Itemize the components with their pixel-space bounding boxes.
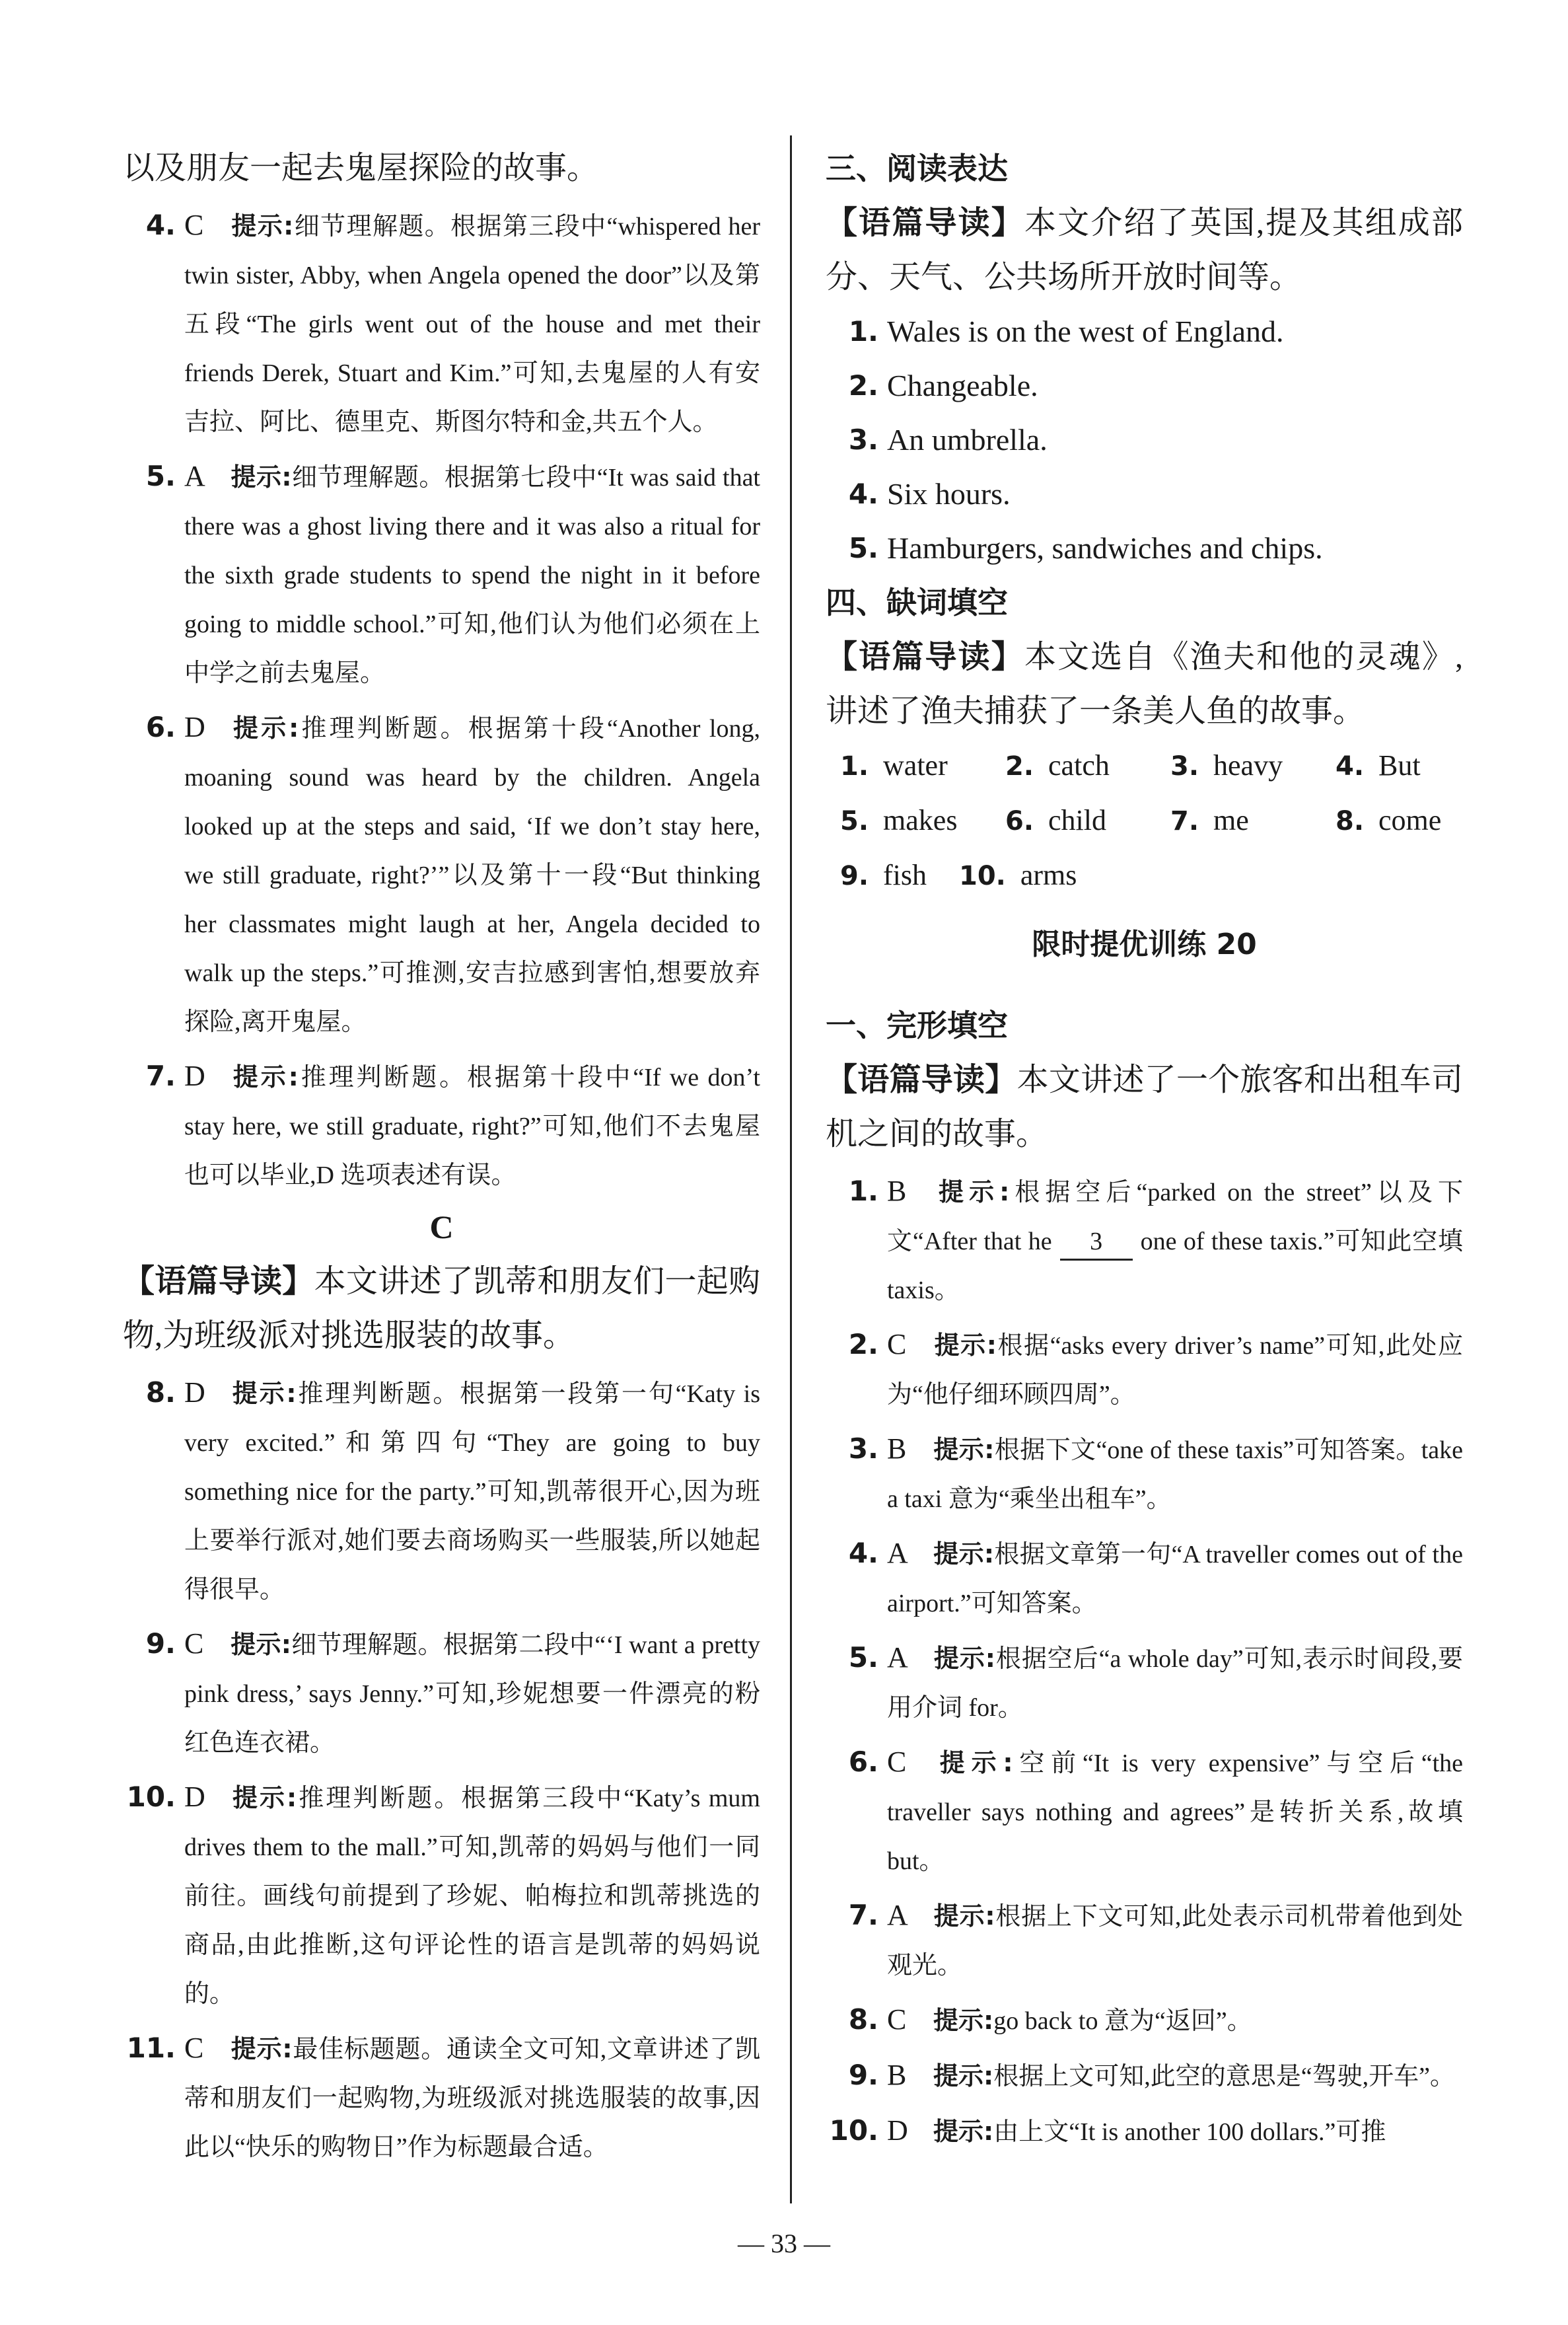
hint-text: 根据空后“a whole day”可知,表示时间段,要用介词 for。 (887, 1645, 1463, 1722)
explanation-item (123, 1619, 760, 1767)
item-number: 5. (848, 532, 878, 564)
hint-text: 细节理解题。根据第二段中“‘I want a pretty pink dress,’ says Jenny.”可知,珍妮想要一件漂亮的粉红色连衣裙。 (184, 1631, 760, 1757)
hint-text: 推理判断题。根据第一段第一句“Katy is very excited.”和第四句“They are going to buy something nice for the party.”可知,凯蒂很开心,因为班上要举行派对,她们要去商场购买一些服装,所以她起得很早。 (184, 1380, 760, 1604)
hint-label: 提示: (231, 1379, 297, 1408)
item-number: 7. (848, 1899, 878, 1931)
hint-text: 空前“It is very expensive”与空后“the traveller says nothing and agrees”是转折关系,故填 but。 (887, 1750, 1463, 1875)
item-number: 7. (145, 1060, 176, 1092)
right-column (826, 141, 1463, 2157)
guide-text: 本文讲述了一个旅客和出租车司机之间的故事。 (826, 1062, 1463, 1152)
left-column (123, 141, 760, 2172)
explanation-item (826, 2051, 1463, 2101)
hint-text: 根据上文可知,此空的意思是“驾驶,开车”。 (993, 2063, 1455, 2090)
explanation-item (826, 1891, 1463, 1990)
item-number: 3. (848, 1432, 878, 1465)
hint-label: 提示: (933, 2117, 994, 2146)
explanation-item (123, 1368, 760, 1614)
hint-text: go back to 意为“返回”。 (993, 2007, 1252, 2035)
answer-letter: D (184, 1060, 205, 1092)
answer-letter: C (184, 1627, 204, 1660)
reading-guide (123, 1254, 760, 1363)
explanation-item (123, 2024, 760, 2172)
item-number: 11. (126, 2032, 176, 2064)
answer-word: come (1378, 804, 1442, 836)
item-number: 4. (848, 478, 878, 510)
answer-word: fish (883, 859, 927, 891)
item-number: 5. (848, 1641, 878, 1674)
hint-text: 推理判断题。根据第三段中“Katy’s mum drives them to the mall.”可知,凯蒂的妈妈与他们一同前往。画线句前提到了珍妮、帕梅拉和凯蒂挑选的商品,由此推断,这句评论性的语言是凯蒂的妈妈说的。 (184, 1785, 760, 2008)
hint-text: 根据空后“parked on the street”以及下文“After that he (887, 1179, 1463, 1255)
answer-letter: D (184, 1376, 205, 1409)
explanation-item (826, 1995, 1463, 2046)
hint-text: 最佳标题题。通读全文可知,文章讲述了凯蒂和朋友们一起购物,为班级派对挑选服装的故事,因此以“快乐的购物日”作为标题最合适。 (184, 2036, 760, 2161)
answer-cell (1336, 793, 1501, 848)
hint-text: 细节理解题。根据第七段中“It was said that there was a ghost living there and it was also a ritual for the sixth grade students to spend the night in it before going to middle school.”可知,他们认为他们必须在上中学之前去鬼屋。 (184, 464, 760, 687)
answer-word: arms (1020, 859, 1077, 891)
answer-cell (1336, 739, 1501, 793)
hint-label: 提示: (231, 2034, 293, 2063)
answer-text: Changeable. (887, 369, 1038, 402)
answer-letter: A (887, 1537, 908, 1569)
hint-text: 根据“asks every driver’s name”可知,此处应为“他仔细环顾四周”。 (887, 1332, 1463, 1409)
hint-label: 提示: (933, 1331, 997, 1360)
explanation-item (123, 201, 760, 447)
answer-text: An umbrella. (887, 423, 1048, 457)
guide-text: 本文介绍了英国,提及其组成部分、天气、公共场所开放时间等。 (826, 205, 1463, 295)
guide-text: 本文选自《渔夫和他的灵魂》,讲述了渔夫捕获了一条美人鱼的故事。 (826, 640, 1463, 729)
explanation-item (123, 1773, 760, 2018)
hint-label: 提示: (933, 1539, 995, 1568)
answer-word: me (1213, 804, 1249, 836)
item-number: 7. (1170, 806, 1199, 836)
hint-label: 提示: (231, 1783, 297, 1812)
answers-row (826, 793, 1463, 848)
explanation-item (123, 1052, 760, 1200)
item-number: 2. (848, 1328, 878, 1360)
hint-label: 提示: (933, 2006, 994, 2035)
hint-label: 提示: (933, 1177, 1010, 1206)
item-number: 10. (126, 1781, 176, 1813)
reading-guide (826, 1052, 1463, 1162)
hint-text: 根据上下文可知,此处表示司机带着他到处观光。 (887, 1903, 1463, 1979)
explanation-item (826, 1633, 1463, 1732)
answer-letter: A (184, 460, 205, 492)
reading-guide (826, 630, 1463, 739)
hint-text: 根据文章第一句“A traveller comes out of the airport.”可知答案。 (887, 1541, 1463, 1617)
hint-label: 提示: (933, 1644, 995, 1673)
paragraph: 以及朋友一起去鬼屋探险的故事。 (123, 151, 599, 186)
hint-label: 提示: (933, 1435, 995, 1464)
item-number: 4. (1336, 751, 1365, 782)
answer-letter: B (887, 1432, 907, 1465)
item-number: 8. (145, 1376, 176, 1409)
explanation-item (123, 703, 760, 1047)
explanation-item (826, 1529, 1463, 1628)
hint-text: 由上文“It is another 100 dollars.”可推 (993, 2118, 1386, 2146)
item-number: 5. (145, 460, 176, 492)
answer-cell (1005, 793, 1170, 848)
item-number: 6. (1005, 806, 1034, 836)
guide-label: 【语篇导读】 (123, 1263, 314, 1300)
explanation-item (826, 1320, 1463, 1419)
hint-label: 提示: (231, 1062, 299, 1091)
item-number: 9. (145, 1627, 176, 1660)
hint-text: 细节理解题。根据第三段中“whispered her twin sister, Abby, when Angela opened the door”以及第五段“The girls went out of the house and met their friends Derek, Stuart and Kim.”可知,去鬼屋的人有安吉拉、阿比、德里克、斯图尔特和金,共五个人。 (184, 213, 760, 436)
answer-word: child (1048, 804, 1107, 836)
answer-letter: B (887, 2059, 907, 2091)
item-number: 9. (848, 2059, 878, 2091)
item-number: 3. (1170, 751, 1199, 782)
hint-label: 提示: (933, 2061, 994, 2090)
answer-cell (840, 739, 1005, 793)
answer-letter: C (184, 2032, 204, 2064)
answer-text: Six hours. (887, 477, 1011, 511)
section-heading: 四、缺词填空 (826, 585, 1008, 620)
answer-item (826, 359, 1463, 413)
answer-letter: D (184, 1781, 205, 1813)
answer-item (826, 305, 1463, 359)
item-number: 8. (1336, 806, 1365, 836)
answer-letter: D (887, 2114, 908, 2147)
item-number: 1. (848, 315, 878, 348)
item-number: 4. (848, 1537, 878, 1569)
answers-row (826, 848, 1463, 903)
item-number: 10. (959, 861, 1006, 891)
answer-item (826, 413, 1463, 467)
item-number: 5. (840, 806, 869, 836)
hint-label: 提示: (231, 1630, 291, 1659)
hint-text: 根据下文“one of these taxis”可知答案。take a taxi 意为“乘坐出租车”。 (887, 1436, 1463, 1513)
explanation-item (123, 452, 760, 698)
answer-letter: D (184, 711, 205, 743)
answer-item (826, 467, 1463, 521)
explanation-item (826, 1167, 1463, 1315)
reading-guide (826, 196, 1463, 305)
item-number: 1. (840, 751, 869, 782)
explanation-item (826, 1424, 1463, 1524)
column-divider (790, 135, 792, 2203)
answer-word: heavy (1213, 749, 1283, 782)
item-number: 1. (848, 1175, 878, 1207)
guide-label: 【语篇导读】 (826, 1061, 1017, 1098)
item-number: 9. (840, 861, 869, 891)
answer-word: water (883, 749, 948, 782)
page-number: — 33 — (738, 2229, 830, 2258)
answer-letter: A (887, 1899, 908, 1931)
answer-letter: C (887, 1328, 907, 1360)
item-number: 8. (848, 2003, 878, 2036)
hint-text: 推理判断题。根据第十段中“If we don’t stay here, we still graduate, right?”可知,他们不去鬼屋也可以毕业,D 选项表述有误。 (184, 1064, 760, 1189)
answer-text: Wales is on the west of England. (887, 314, 1284, 348)
answers-row (826, 739, 1463, 793)
answer-cell (1005, 739, 1170, 793)
item-number: 6. (145, 711, 176, 743)
item-number: 2. (848, 369, 878, 402)
answer-letter: B (887, 1175, 907, 1207)
blank-number: 3 (1060, 1224, 1133, 1261)
answer-text: Hamburgers, sandwiches and chips. (887, 531, 1323, 565)
item-number: 3. (848, 424, 878, 456)
answer-word: catch (1048, 749, 1110, 782)
hint-label: 提示: (933, 1901, 995, 1931)
section-letter: C (429, 1208, 454, 1245)
item-number: 4. (145, 209, 176, 241)
answer-word: But (1378, 749, 1421, 782)
guide-text: 本文讲述了凯蒂和朋友们一起购物,为班级派对挑选服装的故事。 (123, 1264, 760, 1353)
answer-word: makes (883, 804, 958, 836)
answer-cell (840, 848, 959, 903)
item-number: 6. (848, 1746, 878, 1778)
answer-item (826, 521, 1463, 575)
exercise-title: 限时提优训练 20 (1032, 928, 1257, 961)
item-number: 10. (829, 2114, 878, 2147)
answer-letter: C (887, 1746, 907, 1778)
answer-cell (840, 793, 1005, 848)
guide-label: 【语篇导读】 (826, 204, 1024, 241)
hint-label: 提示: (933, 1748, 1013, 1777)
section-heading: 三、阅读表达 (826, 151, 1008, 186)
hint-text-cont: one of these taxis.”可知此空填 taxis。 (887, 1228, 1463, 1304)
explanation-item (826, 2106, 1463, 2157)
hint-label: 提示: (231, 211, 294, 240)
answer-cell (959, 848, 1078, 903)
item-number: 2. (1005, 751, 1034, 782)
section-heading: 一、完形填空 (826, 1008, 1008, 1043)
hint-label: 提示: (231, 462, 292, 492)
guide-label: 【语篇导读】 (826, 638, 1024, 675)
answer-cell (1170, 739, 1336, 793)
answer-letter: A (887, 1641, 908, 1674)
explanation-item (826, 1738, 1463, 1886)
answer-letter: C (887, 2003, 907, 2036)
answer-letter: C (184, 209, 204, 241)
hint-text: 推理判断题。根据第十段“Another long, moaning sound was heard by the children. Angela looked up at the steps and said, ‘If we don’t stay here, we still graduate, right?’”以及第十一段“But thinking her classmates might laugh at her, Angela decided to walk up the steps.”可推测,安吉拉感到害怕,想要放弃探险,离开鬼屋。 (184, 715, 760, 1036)
hint-label: 提示: (231, 714, 299, 743)
answer-cell (1170, 793, 1336, 848)
